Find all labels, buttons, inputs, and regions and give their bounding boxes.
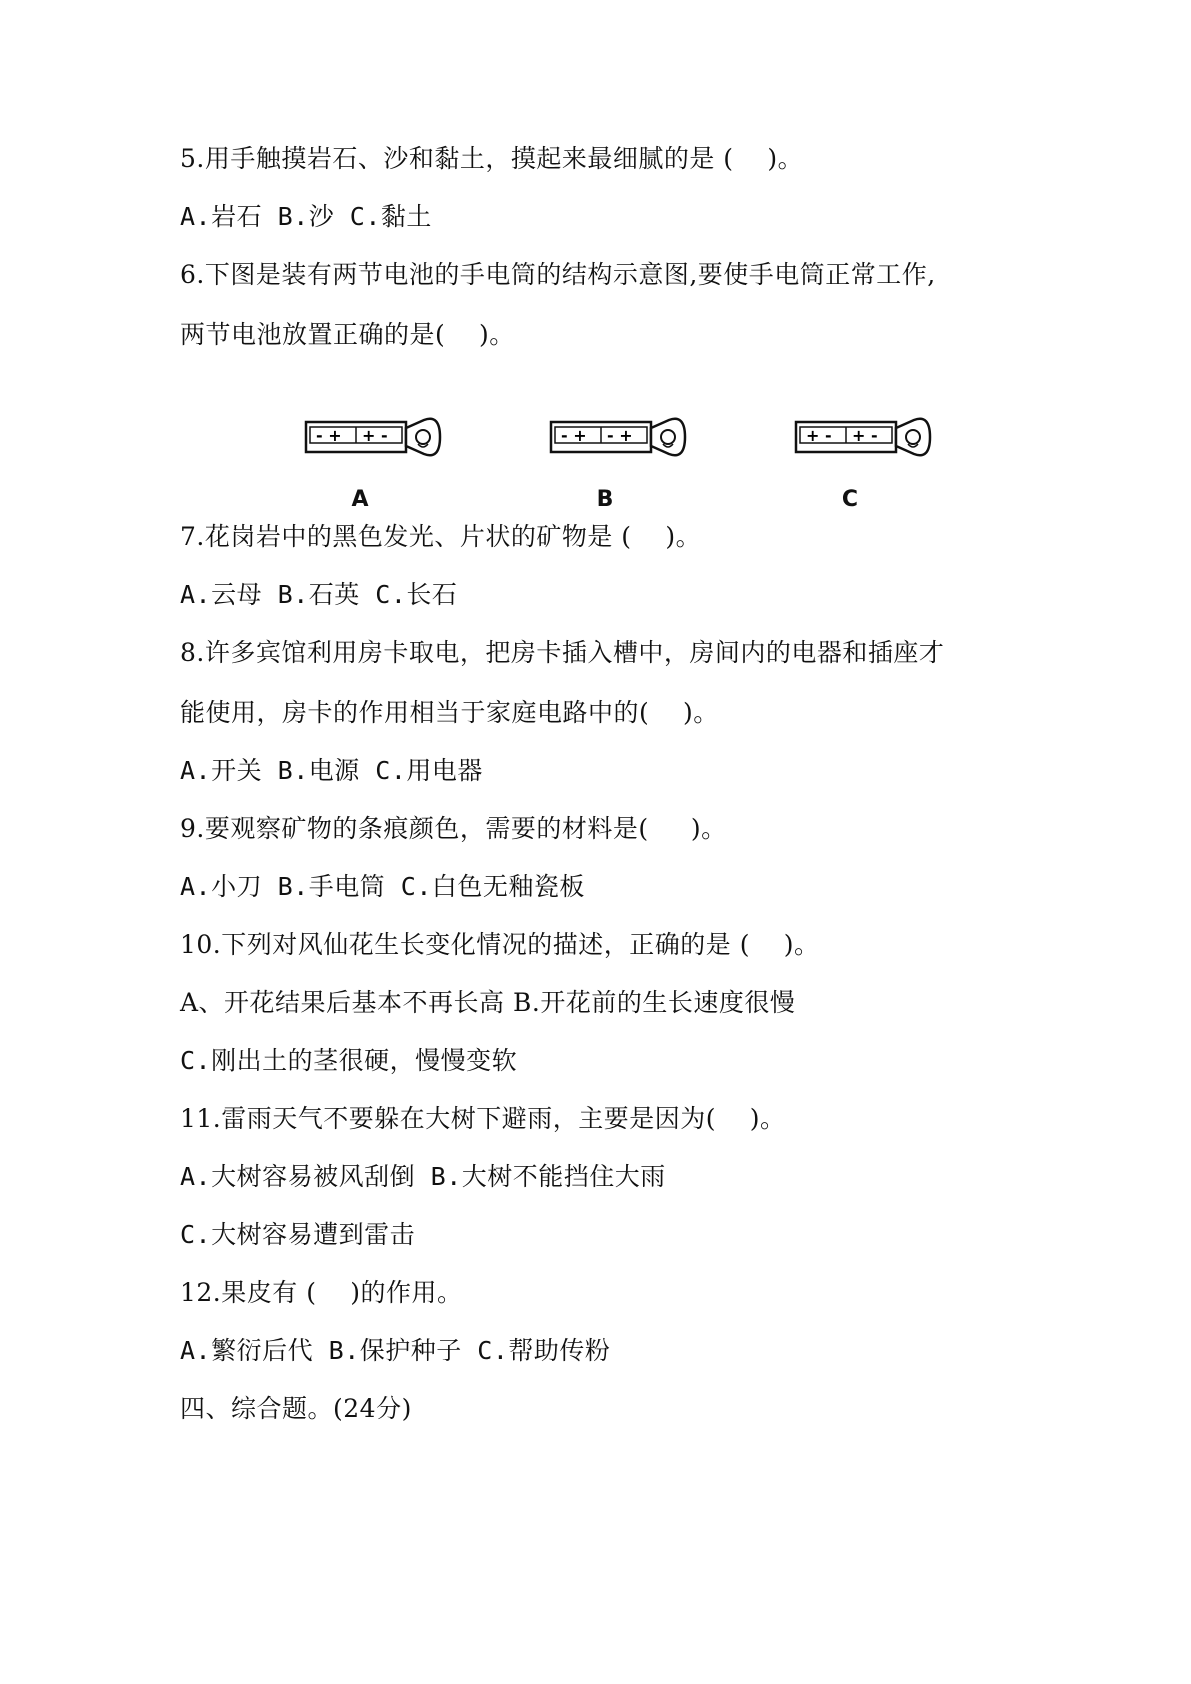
flashlight-a-label: A (351, 487, 369, 512)
question-7-options: A.云母 B.石英 C.长石 (180, 580, 458, 609)
question-5-stem: 5.用手触摸岩石、沙和黏土，摸起来最细腻的是 ( )。 (180, 144, 804, 173)
question-10-stem: 10.下列对风仙花生长变化情况的描述，正确的是 ( )。 (180, 930, 820, 959)
flashlight-option-a (300, 408, 480, 518)
question-6-stem-line1: 6.下图是装有两节电池的手电筒的结构示意图,要使手电筒正常工作, (180, 260, 936, 289)
flashlight-b-label: B (596, 487, 614, 512)
flashlight-c-label: C (841, 487, 859, 512)
flashlight-b-diagram (545, 408, 705, 478)
question-9-options: A.小刀 B.手电筒 C.白色无釉瓷板 (180, 872, 585, 901)
section-heading: 四、综合题。(24分) (180, 1394, 412, 1423)
flashlight-c-diagram (790, 408, 950, 478)
question-5-options: A.岩石 B.沙 C.黏土 (180, 202, 432, 231)
question-7-stem: 7.花岗岩中的黑色发光、片状的矿物是 ( )。 (180, 522, 702, 551)
battery-c2-terminals: + - (852, 426, 878, 445)
question-8-stem-line2: 能使用，房卡的作用相当于家庭电路中的( )。 (180, 698, 719, 727)
question-12-options: A.繁衍后代 B.保护种子 C.帮助传粉 (180, 1336, 611, 1365)
flashlight-a-diagram (300, 408, 460, 478)
question-6-stem-line2: 两节电池放置正确的是( )。 (180, 320, 515, 349)
question-11-options-line2: C.大树容易遭到雷击 (180, 1220, 416, 1249)
battery-b1-terminals: - + (561, 426, 587, 445)
battery-a1-terminals: - + (316, 426, 342, 445)
battery-b2-terminals: - + (607, 426, 633, 445)
question-10-options-line2: C.刚出土的茎很硬，慢慢变软 (180, 1046, 518, 1075)
flashlight-option-c (790, 408, 970, 518)
battery-a2-terminals: + - (362, 426, 388, 445)
battery-c1-terminals: + - (806, 426, 832, 445)
question-8-stem-line1: 8.许多宾馆利用房卡取电，把房卡插入槽中，房间内的电器和插座才 (180, 638, 945, 667)
question-12-stem: 12.果皮有 ( )的作用。 (180, 1278, 463, 1307)
question-8-options: A.开关 B.电源 C.用电器 (180, 756, 483, 785)
question-10-options-line1: A、开花结果后基本不再长高 B.开花前的生长速度很慢 (180, 988, 796, 1017)
question-9-stem: 9.要观察矿物的条痕颜色，需要的材料是( )。 (180, 814, 727, 843)
question-11-options-line1: A.大树容易被风刮倒 B.大树不能挡住大雨 (180, 1162, 666, 1191)
flashlight-option-b (545, 408, 725, 518)
question-11-stem: 11.雷雨天气不要躲在大树下避雨，主要是因为( )。 (180, 1104, 786, 1133)
